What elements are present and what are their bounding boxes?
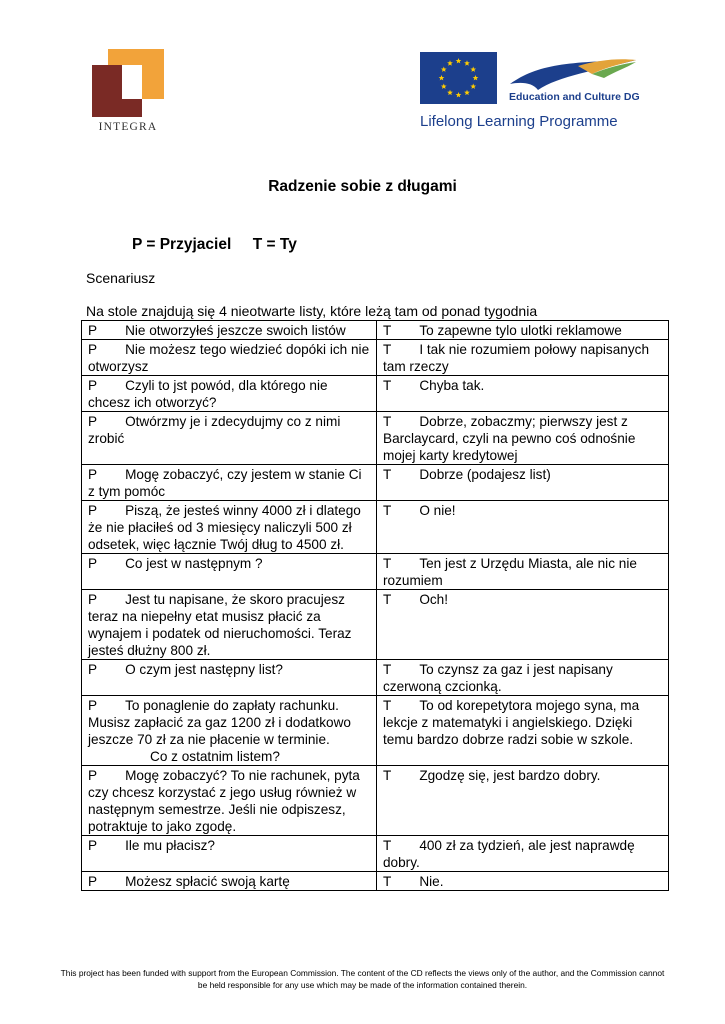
- you-line-cell: T 400 zł za tydzień, ale jest naprawdę dobry.: [377, 836, 669, 872]
- eu-llp-logo: [418, 48, 638, 136]
- friend-line-cell: P Możesz spłacić swoją kartę: [82, 872, 377, 891]
- friend-line: O czym jest następny list?: [125, 662, 283, 677]
- dialog-row: [82, 554, 669, 590]
- dialog-row: [82, 590, 669, 660]
- you-line-cell: T Och!: [377, 590, 669, 660]
- friend-line: Czyli to jst powód, dla którego nie chcesz ich otworzyć?: [88, 378, 328, 410]
- friend-line-cell: P O czym jest następny list?: [82, 660, 377, 696]
- integra-logo-text: INTEGRA: [98, 121, 158, 133]
- you-line: To czynsz za gaz i jest napisany czerwoną czcionką.: [383, 662, 613, 694]
- friend-line-cell: P Nie możesz tego wiedzieć dopóki ich nie otworzysz: [82, 340, 377, 376]
- integra-logo-mark: [92, 49, 164, 117]
- programme-label: Lifelong Learning Programme: [420, 113, 618, 130]
- friend-line: Możesz spłacić swoją kartę: [125, 874, 290, 889]
- you-line: To od korepetytora mojego syna, ma lekcje z matematyki i angielskiego. Dzięki temu bardzo dobrze radzi sobie w szkole.: [383, 698, 640, 747]
- friend-line: Co jest w następnym ?: [125, 556, 263, 571]
- you-line-cell: T Nie.: [377, 872, 669, 891]
- dialog-table: [81, 320, 669, 891]
- eu-flag-icon: [420, 52, 497, 104]
- you-line-cell: T To zapewne tylo ulotki reklamowe: [377, 321, 669, 340]
- you-line-cell: T To czynsz za gaz i jest napisany czerwoną czcionką.: [377, 660, 669, 696]
- you-line: Dobrze (podajesz list): [419, 467, 551, 482]
- friend-line-continued: Co z ostatnim listem?: [150, 749, 280, 764]
- you-line: Och!: [419, 592, 449, 607]
- scenario-label: Scenariusz: [86, 270, 156, 286]
- you-line: Chyba tak.: [419, 378, 485, 393]
- dialog-row: [82, 376, 669, 412]
- dialog-row: [82, 872, 669, 891]
- you-line: To zapewne tylo ulotki reklamowe: [419, 323, 622, 338]
- you-line: Nie.: [419, 874, 444, 889]
- roles-legend: P = Przyjaciel T = Ty: [132, 236, 297, 253]
- friend-line-cell: P Jest tu napisane, że skoro pracujesz teraz na niepełny etat musisz płacić za wynajem i podatek od nieruchomości. Teraz jesteś dłużny 800 zł.: [82, 590, 377, 660]
- you-line-cell: T O nie!: [377, 501, 669, 554]
- you-line-cell: T Dobrze, zobaczmy; pierwszy jest z Barclaycard, czyli na pewno coś odnośnie mojej karty kredytowej: [377, 412, 669, 465]
- friend-line-cell: P Co jest w następnym ?: [82, 554, 377, 590]
- friend-line-cell: P Nie otworzyłeś jeszcze swoich listów: [82, 321, 377, 340]
- dialog-row: [82, 501, 669, 554]
- integra-logo: [92, 49, 164, 135]
- you-line-cell: T I tak nie rozumiem połowy napisanych tam rzeczy: [377, 340, 669, 376]
- friend-line: To ponaglenie do zapłaty rachunku. Musisz zapłacić za gaz 1200 zł i dodatkowo jeszcze 70 zł za nie płacenie w terminie.: [88, 698, 351, 747]
- you-line: Ten jest z Urzędu Miasta, ale nic nie rozumiem: [383, 556, 637, 588]
- you-line: 400 zł za tydzień, ale jest naprawdę dobry.: [383, 838, 635, 870]
- friend-line: Nie otworzyłeś jeszcze swoich listów: [125, 323, 346, 338]
- funding-disclaimer: This project has been funded with support from the European Commission. The content of the CD reflects the views only of the author, and the Commission cannot be held responsible for any use which may be made of the information contained therein.: [60, 968, 665, 990]
- dialog-row: [82, 340, 669, 376]
- you-line: Zgodzę się, jest bardzo dobry.: [419, 768, 601, 783]
- dialog-row: [82, 766, 669, 836]
- friend-line-cell: P To ponaglenie do zapłaty rachunku. Musisz zapłacić za gaz 1200 zł i dodatkowo jeszcze 70 zł za nie płacenie w terminie. Co z ostatnim listem?: [82, 696, 377, 766]
- dialog-row: [82, 321, 669, 340]
- page-title: Radzenie sobie z długami: [268, 178, 457, 195]
- you-line-cell: T Ten jest z Urzędu Miasta, ale nic nie rozumiem: [377, 554, 669, 590]
- friend-line: Ile mu płacisz?: [125, 838, 215, 853]
- friend-line-cell: P Czyli to jst powód, dla którego nie chcesz ich otworzyć?: [82, 376, 377, 412]
- you-line-cell: T Zgodzę się, jest bardzo dobry.: [377, 766, 669, 836]
- friend-line: Piszą, że jesteś winny 4000 zł i dlatego że nie płaciłeś od 3 miesięcy naliczyli 500 zł odsetek, więc łącznie Twój dług to 4500 zł.: [88, 503, 361, 552]
- dialog-row: [82, 696, 669, 766]
- you-line: O nie!: [419, 503, 456, 518]
- dialog-table-body: [82, 321, 669, 891]
- dialog-row: [82, 465, 669, 501]
- dialog-row: [82, 412, 669, 465]
- dialog-row: [82, 836, 669, 872]
- dialog-row: [82, 660, 669, 696]
- friend-line: Jest tu napisane, że skoro pracujesz teraz na niepełny etat musisz płacić za wynajem i podatek od nieruchomości. Teraz jesteś dłużny 800 zł.: [88, 592, 352, 658]
- you-line-cell: T To od korepetytora mojego syna, ma lekcje z matematyki i angielskiego. Dzięki temu bardzo dobrze radzi sobie w szkole.: [377, 696, 669, 766]
- llp-swoosh-icon: [508, 56, 638, 92]
- friend-line-cell: P Mogę zobaczyć? To nie rachunek, pyta czy chcesz korzystać z jego usług również w następnym semestrze. Jeśli nie odpiszesz, potraktuje to jako zgodę.: [82, 766, 377, 836]
- friend-line: Otwórzmy je i zdecydujmy co z nimi zrobić: [88, 414, 341, 446]
- you-line-cell: T Chyba tak.: [377, 376, 669, 412]
- friend-line-cell: P Mogę zobaczyć, czy jestem w stanie Ci z tym pomóc: [82, 465, 377, 501]
- friend-line: Mogę zobaczyć, czy jestem w stanie Ci z tym pomóc: [88, 467, 362, 499]
- friend-line: Mogę zobaczyć? To nie rachunek, pyta czy chcesz korzystać z jego usług również w następnym semestrze. Jeśli nie odpiszesz, potraktuje to jako zgodę.: [88, 768, 360, 834]
- dg-label: Education and Culture DG: [509, 91, 640, 103]
- friend-line-cell: P Ile mu płacisz?: [82, 836, 377, 872]
- friend-line-cell: P Otwórzmy je i zdecydujmy co z nimi zrobić: [82, 412, 377, 465]
- you-line-cell: T Dobrze (podajesz list): [377, 465, 669, 501]
- intro-text: Na stole znajdują się 4 nieotwarte listy, które leżą tam od ponad tygodnia: [86, 303, 538, 319]
- friend-line: Nie możesz tego wiedzieć dopóki ich nie otworzysz: [88, 342, 370, 374]
- you-line: I tak nie rozumiem połowy napisanych tam rzeczy: [383, 342, 650, 374]
- friend-line-cell: P Piszą, że jesteś winny 4000 zł i dlatego że nie płaciłeś od 3 miesięcy naliczyli 500 zł odsetek, więc łącznie Twój dług to 4500 zł.: [82, 501, 377, 554]
- you-line: Dobrze, zobaczmy; pierwszy jest z Barclaycard, czyli na pewno coś odnośnie mojej karty kredytowej: [383, 414, 636, 463]
